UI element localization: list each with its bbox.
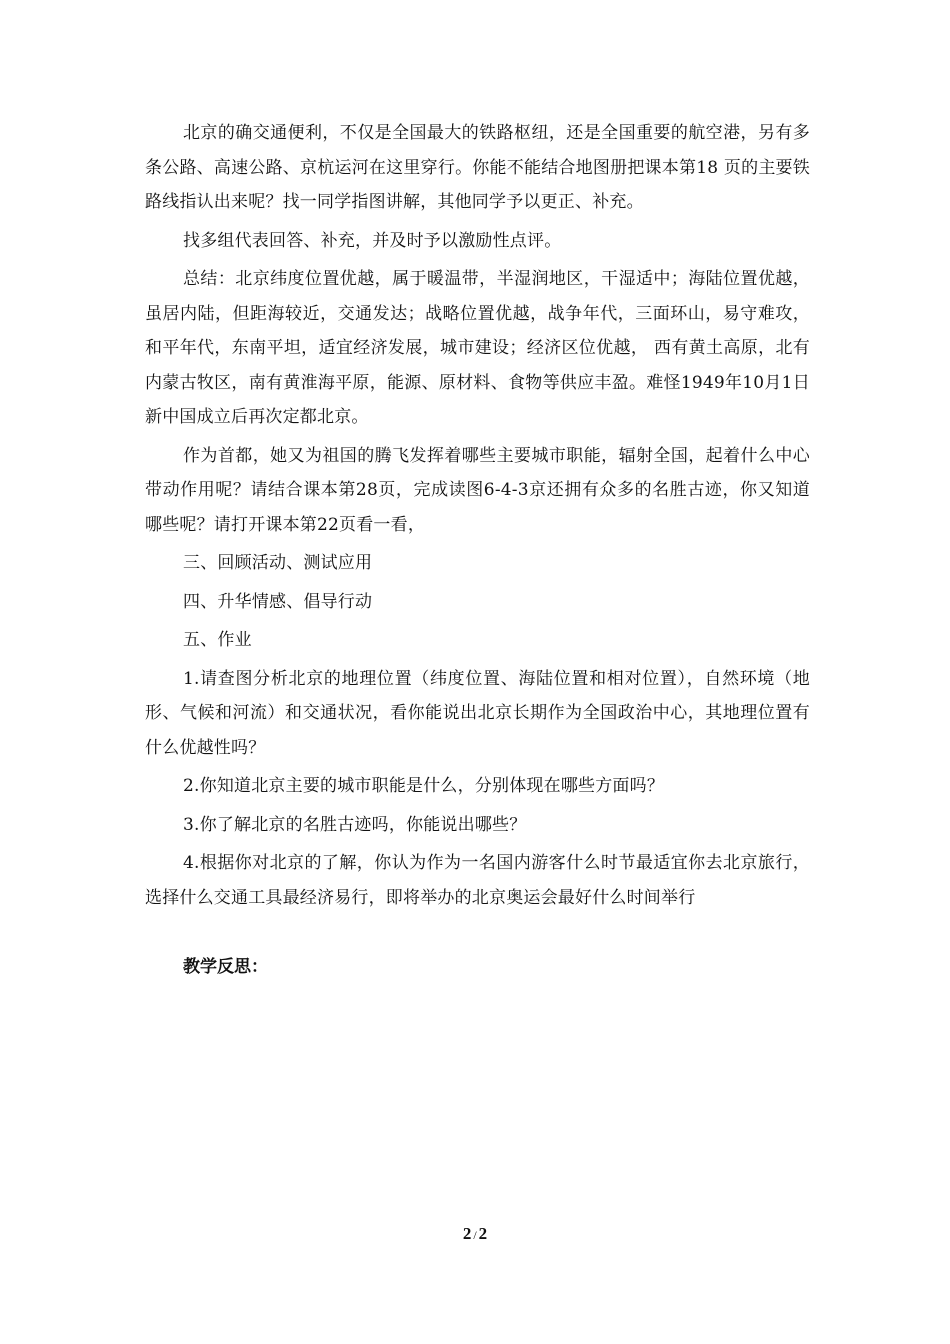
paragraph-summary: 总结：北京纬度位置优越，属于暖温带，半湿润地区，干湿适中；海陆位置优越，虽居内陆，但距海较近，交通发达；战略位置优越，战争年代，三面环山，易守难攻，和平年代，东南平坦，适宜经济发展，城市建设；经济区位优越， 西有黄土高原，北有内蒙古牧区，南有黄淮海平原，能源、原材料、食物等供应丰盈。难怪1949年10月1日新中国成立后再次定都北京。: [145, 269, 810, 427]
section-heading-review: 三、回顾活动、测试应用: [183, 553, 373, 573]
teaching-reflection-label: 教学反思：: [183, 957, 268, 977]
document-body: [145, 116, 810, 915]
page-number: [0, 1224, 950, 1244]
homework-item-4: 4.根据你对北京的了解，你认为作为一名国内游客什么时节最适宜你去北京旅行，选择什么交通工具最经济易行，即将举办的北京奥运会最好什么时间举行: [145, 853, 810, 908]
homework-item-1: 1.请查图分析北京的地理位置（纬度位置、海陆位置和相对位置），自然环境（地形、气候和河流）和交通状况，看你能说出北京长期作为全国政治中心，其地理位置有什么优越性吗？: [145, 668, 810, 758]
homework-item-2: 2.你知道北京主要的城市职能是什么，分别体现在哪些方面吗？: [183, 776, 665, 796]
section-heading-emotion: 四、升华情感、倡导行动: [183, 591, 373, 612]
paragraph-capital-functions: 作为首都，她又为祖国的腾飞发挥着哪些主要城市职能，辐射全国，起着什么中心带动作用呢？请结合课本第28页，完成读图6-4-3京还拥有众多的名胜古迹，你又知道哪些呢？请打开课本第22页看一看，: [145, 445, 810, 535]
paragraph-group-answers: 找多组代表回答、补充，并及时予以激励性点评。: [183, 230, 562, 251]
homework-item-3: 3.你了解北京的名胜古迹吗，你能说出哪些？: [183, 814, 527, 835]
page-number-separator: /: [473, 1228, 477, 1242]
section-heading-homework: 五、作业: [183, 630, 252, 650]
page-number-total: 2: [478, 1224, 488, 1243]
page-number-current: 2: [462, 1224, 472, 1243]
paragraph-transport: 北京的确交通便利，不仅是全国最大的铁路枢纽，还是全国重要的航空港，另有多条公路、高速公路、京杭运河在这里穿行。你能不能结合地图册把课本第18 页的主要铁路线指认出来呢？找一同学指图讲解，其他同学予以更正、补充。: [145, 123, 810, 212]
